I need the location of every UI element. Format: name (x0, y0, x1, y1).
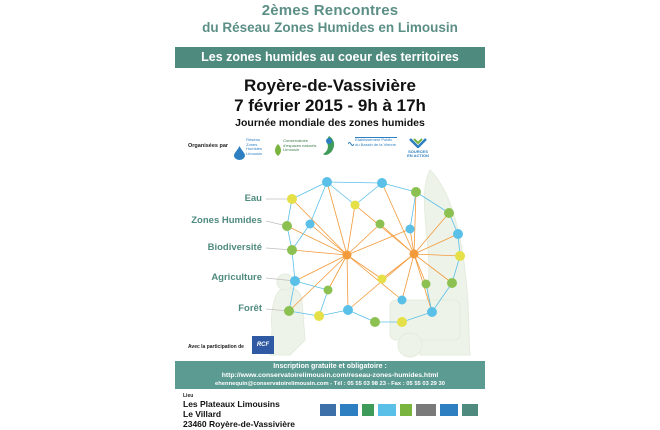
theme-label-zones-humides: Zones Humides (191, 215, 262, 226)
event-date: 7 février 2015 - 9h à 17h (234, 96, 426, 115)
theme-label-agriculture: Agriculture (211, 272, 262, 283)
venue-label: Lieu (183, 393, 194, 399)
partner-logo (440, 404, 458, 416)
registration-title: Inscription gratuite et obligatoire : (273, 363, 387, 370)
partner-logo (362, 404, 374, 416)
partner-logo (320, 404, 336, 416)
organizer-logo-text: Réseau Zones Humides Limousin (246, 137, 263, 156)
partner-logo (340, 404, 358, 416)
event-poster (170, 0, 490, 430)
theme-band: Les zones humides au coeur des territoires (175, 47, 485, 68)
theme-label-biodiversite: Biodiversité (207, 242, 262, 253)
event-place: Royère-de-Vassivière (244, 76, 416, 95)
organizer-logo-text: Etablissement Public du Bassin de la Vienne (355, 137, 396, 147)
partner-logo (462, 404, 478, 416)
registration-url[interactable]: http://www.conservatoirelimousin.com/reseau-zones-humides.html (221, 372, 439, 379)
participation-label: Avec la participation de (188, 344, 244, 350)
venue-line-1: Les Plateaux Limousins (183, 399, 280, 409)
hub-node (343, 251, 352, 260)
theme-label-eau: Eau (244, 193, 262, 204)
hub-node (410, 250, 419, 259)
partner-logo (416, 404, 436, 416)
theme-label-foret: Forêt (238, 303, 262, 314)
partner-logo (400, 404, 412, 416)
partner-logo (378, 404, 396, 416)
poster-title: 2èmes Rencontres (261, 2, 399, 19)
registration-band (175, 361, 485, 389)
background-silhouette (270, 170, 470, 357)
organizer-logo-text: Conservatoire d'espaces naturels Limousin (283, 138, 317, 152)
registration-contact: ehennequin@conservatoirelimousin.com - Tél : 05 55 03 98 23 - Fax : 05 55 03 29 30 (215, 381, 445, 387)
poster-subtitle: du Réseau Zones Humides en Limousin (202, 20, 458, 35)
venue-line-3: 23460 Royère-de-Vassivière (183, 419, 295, 429)
event-subtitle: Journée mondiale des zones humides (235, 117, 425, 129)
venue-line-2: Le Villard (183, 409, 222, 419)
organizer-logo-text: SOURCES EN ACTION (407, 148, 429, 158)
rcf-logo: RCF (252, 336, 274, 354)
organizers-label: Organisées par (188, 143, 229, 149)
